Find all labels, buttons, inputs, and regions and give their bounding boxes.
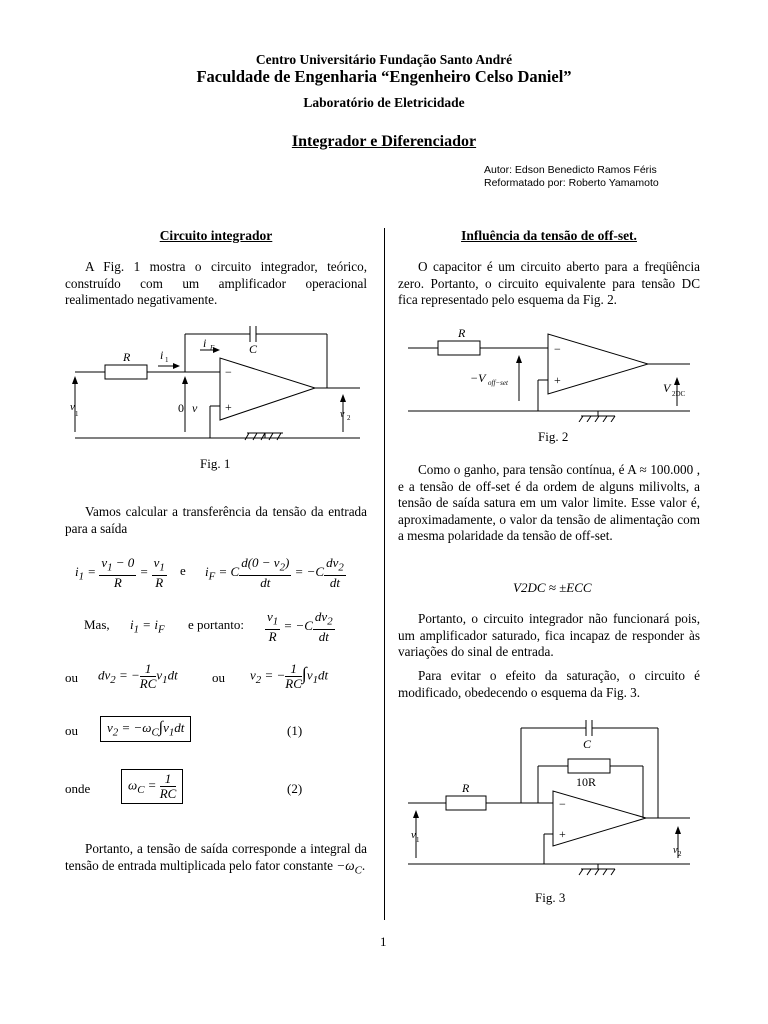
svg-text:1: 1 [75, 410, 79, 418]
eq-v1-R: $\frac{v_1}{R}$ = −C $\frac{dv_2}{dt}$ [267, 609, 333, 644]
ou-word-1: ou [65, 670, 78, 685]
eq2-boxed: $\omega_C$ = $\frac{1}{RC}$ [121, 769, 183, 804]
page-title: Integrador e Diferenciador [291, 133, 477, 150]
left-conclusion: Portanto, a tensão de saída corresponde a integral da tensão de entrada multiplicada pelo fator constante $-\omega_C$. [65, 841, 367, 877]
right-heading: Influência da tensão de off-set. [461, 228, 637, 243]
svg-text:V: V [663, 381, 671, 395]
eq-iF: $i_F = C$ $\frac{d(0 - v_2)}{dt}$ = −C $\frac{dv_2}{dt}$ [205, 555, 344, 590]
svg-text:v: v [411, 829, 416, 841]
svg-text:1: 1 [165, 356, 169, 364]
fig1-caption: Fig. 1 [200, 456, 231, 471]
fig3-circuit [398, 716, 703, 881]
eq1-boxed: $v_2 = -\omega_C\int v_1dt$ [100, 716, 191, 742]
portanto-word: e portanto: [188, 617, 244, 632]
onde-word: onde [65, 781, 91, 796]
svg-text:2: 2 [678, 850, 682, 858]
calc-intro: Vamos calcular a transferência da tensão da entrada para a saída [65, 504, 367, 536]
svg-text:R: R [458, 326, 466, 340]
svg-text:1: 1 [416, 836, 420, 844]
faculty-name: Faculdade de Engenharia “Engenheiro Celso Daniel” [196, 67, 572, 86]
svg-text:v: v [673, 845, 678, 856]
fig1-label-v: v [192, 401, 198, 415]
fig1-label-R: R [123, 350, 131, 364]
ou-word-3: ou [65, 723, 78, 738]
eq1-number: (1) [287, 723, 303, 738]
right-para4: Para evitar o efeito da saturação, o circuito é modificado, obedecendo o esquema da Fig. 3. [398, 668, 700, 700]
fig2-circuit [398, 322, 703, 422]
eq2-number: (2) [287, 781, 303, 796]
and-word: e [180, 563, 186, 578]
svg-text:+: + [559, 827, 566, 841]
page-number: 1 [380, 934, 387, 949]
fig1-label-C: C [249, 342, 258, 356]
eq-dv2: $dv_2$ = − $\frac{1}{RC}$ $v_1dt$ [98, 661, 178, 691]
svg-text:−: − [554, 342, 561, 356]
svg-text:R: R [462, 781, 470, 795]
mas-word: Mas, [84, 617, 110, 632]
eq-v2-integral: $v_2$ = − $\frac{1}{RC}$ $\int v_1dt$ [250, 661, 329, 691]
institution-name: Centro Universitário Fundação Santo André [255, 52, 513, 67]
fig3-label-10R: 10R [576, 775, 597, 789]
fig1-label-v2: v [340, 409, 345, 420]
fig1-plus: + [225, 400, 232, 414]
column-divider [384, 228, 385, 920]
right-para3: Portanto, o circuito integrador não funcionará pois, um amplificador saturado, fica incapaz de responder às variações do sinal de entrada. [398, 611, 700, 659]
eq-i1-iF: $i_1 = i_F$ [130, 617, 165, 636]
fig2-caption: Fig. 2 [538, 429, 569, 444]
right-para2: Como o ganho, para tensão contínua, é A ≈ 100.000 , e a tensão de off-set é da ordem de alguns milivolts, a tensão de saída satura em um valor limite. Esse valor é, aproximadamente, o valor da tensão de alimentação com a mesma polaridade da tensão de off-set. [398, 462, 700, 543]
fig1-label-v1: v [70, 401, 75, 413]
eq-i1: $i_1$ = $\frac{v_1 - 0}{R}$ = $\frac{v_1}{R}$ [75, 555, 165, 590]
ou-word-2: ou [212, 670, 225, 685]
svg-text:+: + [554, 373, 561, 387]
right-para1: O capacitor é um circuito aberto para a freqüência zero. Portanto, o circuito equivalente para tensão DC fica representado pelo esquema da Fig. 2. [398, 259, 700, 307]
fig1-label-zero: 0 [178, 401, 184, 415]
left-heading: Circuito integrador [159, 228, 273, 243]
svg-text:C: C [583, 737, 592, 751]
fig1-label-iF: i [203, 336, 207, 350]
svg-text:F: F [210, 344, 215, 352]
left-intro: A Fig. 1 mostra o circuito integrador, teórico, construído com um amplificador operacional realimentado negativamente. [65, 259, 367, 307]
eq-saturation: V2DC ≈ ±ECC [513, 580, 592, 595]
fig1-minus: − [225, 365, 232, 379]
author-line: Autor: Edson Benedicto Ramos Féris [484, 164, 657, 176]
svg-text:−V: −V [470, 371, 486, 385]
svg-text:off−set: off−set [488, 379, 508, 387]
fig1-label-i1: i [160, 348, 164, 362]
fig3-caption: Fig. 3 [535, 890, 566, 905]
lab-name: Laboratório de Eletricidade [303, 95, 465, 110]
svg-text:2DC: 2DC [672, 390, 686, 398]
svg-text:2: 2 [347, 414, 351, 422]
svg-text:−: − [559, 797, 566, 811]
reformatted-line: Reformatado por: Roberto Yamamoto [484, 177, 659, 189]
fig1-circuit [65, 320, 370, 445]
